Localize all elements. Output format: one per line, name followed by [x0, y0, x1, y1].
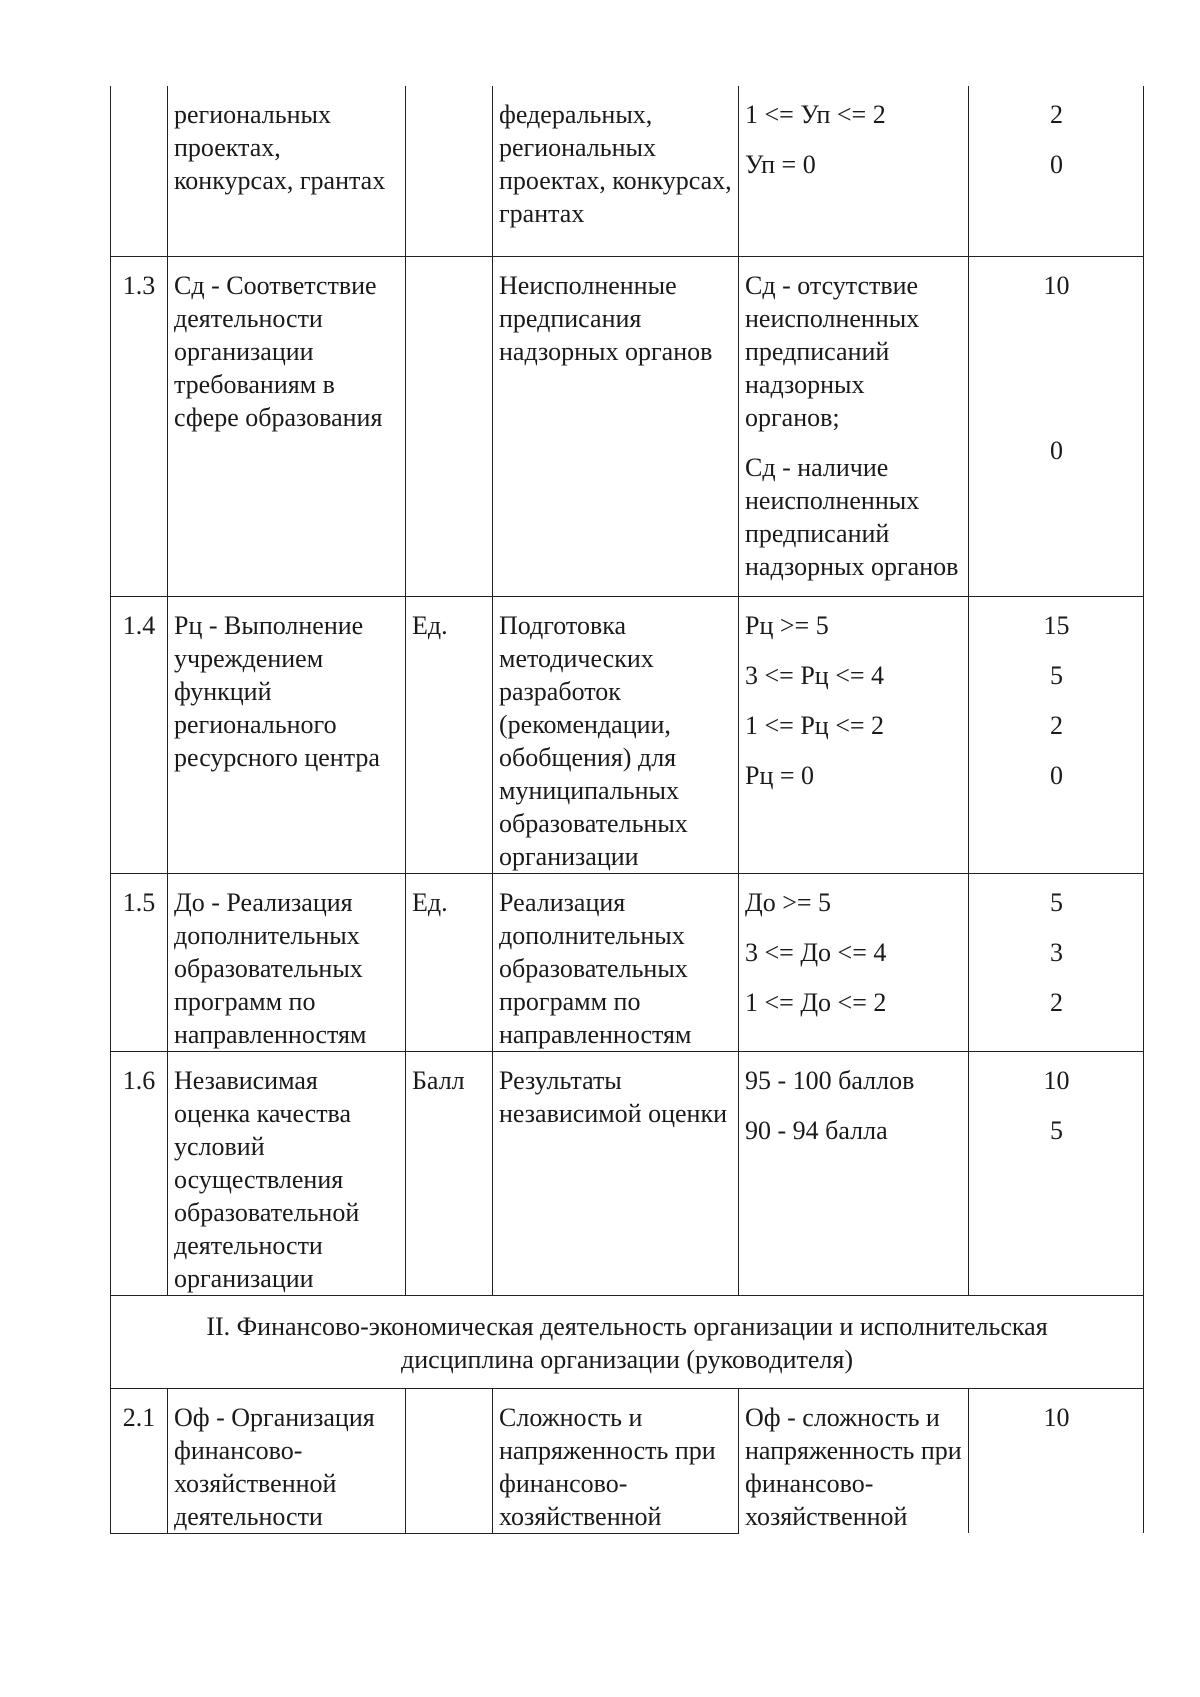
- points-value: 5: [1050, 1115, 1063, 1145]
- points-value: 2: [1050, 987, 1063, 1017]
- criteria-cell: [739, 256, 969, 596]
- criteria-cell: [739, 1051, 969, 1295]
- criteria-cell: [739, 86, 969, 256]
- criterion-value: Сд - отсутствие неисполненных предписаний надзорных органов;: [745, 270, 920, 432]
- points-cell: [969, 1388, 1144, 1533]
- indicator-description: Реализация дополнительных образовательных программ по направленностям: [493, 873, 739, 1051]
- table-row: [111, 1051, 1144, 1295]
- indicator-description: Неисполненные предписания надзорных органов: [493, 256, 739, 596]
- points-value: 3: [1050, 937, 1063, 967]
- criterion-value: Уп = 0: [745, 150, 816, 179]
- indicator-description: федеральных, региональных проектах, конкурсах, грантах: [493, 86, 739, 256]
- points-cell: [969, 256, 1144, 596]
- unit: [406, 1388, 493, 1533]
- criterion-name: Сд - Соответствие деятельности организации требованиям в сфере образования: [168, 256, 406, 596]
- points-value: 5: [1050, 887, 1063, 917]
- unit: Ед.: [406, 596, 493, 873]
- points-value: 2: [1050, 710, 1063, 740]
- row-number: 1.6: [111, 1051, 168, 1295]
- criterion-value: 90 - 94 балла: [745, 1115, 888, 1145]
- indicator-description: Подготовка методических разработок (рекомендации, обобщения) для муниципальных образовательных организации: [493, 596, 739, 873]
- table-row: [111, 873, 1144, 1051]
- points-value: 15: [1043, 610, 1070, 640]
- points-cell: [969, 873, 1144, 1051]
- section-header-row: [111, 1295, 1144, 1388]
- criterion-value: 1 <= До <= 2: [745, 987, 887, 1017]
- criterion-value: Сд - наличие неисполненных предписаний надзорных органов: [745, 452, 959, 581]
- table-row: [111, 596, 1144, 873]
- table-row: [111, 1388, 1144, 1533]
- criterion-value: 3 <= Рц <= 4: [745, 660, 885, 690]
- row-number: 1.3: [111, 256, 168, 596]
- criterion-name: Рц - Выполнение учреждением функций регионального ресурсного центра: [168, 596, 406, 873]
- points-value: 5: [1050, 660, 1063, 690]
- points-cell: [969, 596, 1144, 873]
- indicator-description: Сложность и напряженность при финансово-хозяйственной: [493, 1388, 739, 1533]
- points-value: 0: [1050, 150, 1063, 179]
- points-value: 0: [1050, 760, 1063, 790]
- criterion-value: 95 - 100 баллов: [745, 1065, 915, 1095]
- points-value: 10: [1043, 270, 1070, 300]
- criterion-value: Оф - сложность и напряженность при финансово-хозяйственной: [745, 1402, 962, 1531]
- criterion-value: 3 <= До <= 4: [745, 937, 887, 967]
- indicator-description: Результаты независимой оценки: [493, 1051, 739, 1295]
- criteria-cell: [739, 873, 969, 1051]
- criteria-cell: [739, 596, 969, 873]
- row-number: 1.5: [111, 873, 168, 1051]
- points-value: 10: [1043, 1402, 1070, 1432]
- criterion-name: Независимая оценка качества условий осуществления образовательной деятельности организации: [168, 1051, 406, 1295]
- section-title: II. Финансово-экономическая деятельность организации и исполнительская дисциплина организации (руководителя): [111, 1295, 1144, 1388]
- criterion-value: 1 <= Уп <= 2: [745, 100, 886, 129]
- unit: [406, 256, 493, 596]
- points-value: 10: [1043, 1065, 1070, 1095]
- points-value: 2: [1050, 100, 1063, 129]
- criterion-value: 1 <= Рц <= 2: [745, 710, 885, 740]
- criterion-name: Оф - Организация финансово-хозяйственной деятельности: [168, 1388, 406, 1533]
- row-number: 2.1: [111, 1388, 168, 1533]
- points-cell: [969, 1051, 1144, 1295]
- table-row: [111, 86, 1144, 256]
- unit: [406, 86, 493, 256]
- unit: Ед.: [406, 873, 493, 1051]
- row-number: [111, 86, 168, 256]
- row-number: 1.4: [111, 596, 168, 873]
- criteria-cell: [739, 1388, 969, 1533]
- points-value: 0: [1050, 435, 1063, 465]
- unit: Балл: [406, 1051, 493, 1295]
- criterion-name: До - Реализация дополнительных образовательных программ по направленностям: [168, 873, 406, 1051]
- points-cell: [969, 86, 1144, 256]
- table-row: [111, 256, 1144, 596]
- criterion-name: региональных проектах, конкурсах, грантах: [168, 86, 406, 256]
- criterion-value: До >= 5: [745, 887, 832, 917]
- criteria-table: [110, 86, 1144, 1534]
- criterion-value: Рц >= 5: [745, 610, 829, 640]
- criterion-value: Рц = 0: [745, 760, 815, 790]
